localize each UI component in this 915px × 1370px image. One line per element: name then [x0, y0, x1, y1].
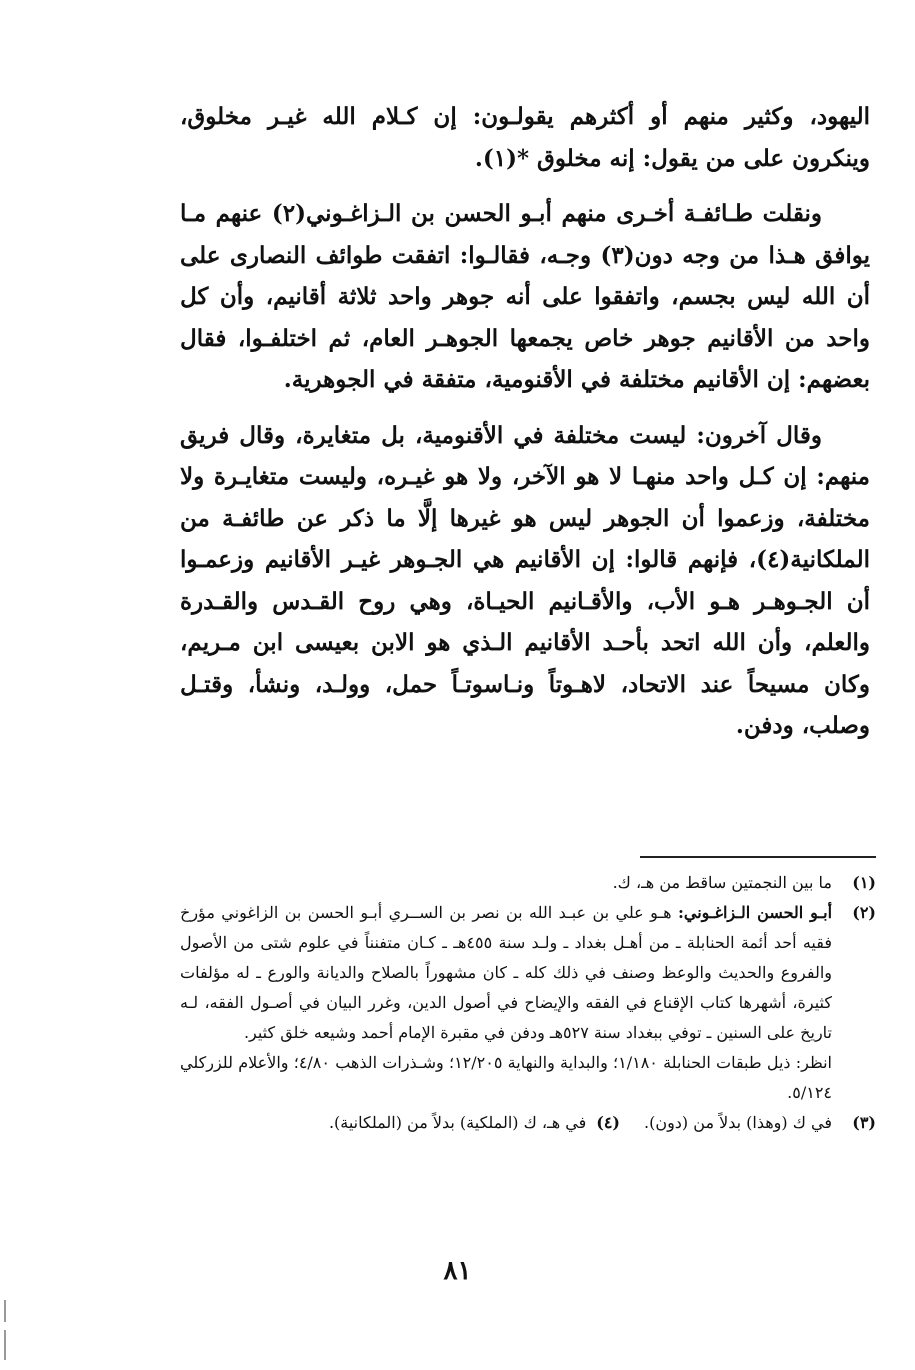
footnote-separator [640, 856, 876, 858]
footnote-number: (٤) [596, 1113, 620, 1132]
footnote-body [180, 1108, 832, 1138]
footnote-number: (٣) [852, 1113, 876, 1132]
biography-text: هـو علي بن عبـد الله بن نصر بن الســري أبـو الحسن بن الزاغوني مؤرخ فقيه أحد أئمة الحنابلة ـ من أهـل بغداد ـ ولـد سنة ٤٥٥هـ ـ كـان متفنناً في علوم شتى من الأصول والفروع والحديث والوعظ وصنف في ذلك كله ـ كان مشهوراً بالصلاح والديانة والورع ـ له مؤلفات كثيرة، أشهرها كتاب الإقناع في الفقه والإيضاح في أصول الدين، وغرر البيان في أصـول الفقه، لـه تاريخ على السنين ـ توفي ببغداد سنة ٥٢٧هـ ودفن في مقبرة الإمام أحمد وشيعه خلق كثير. [180, 903, 833, 1042]
footnote-4-text: في هـ، ك (الملكية) بدلاً من (الملكانية). [328, 1113, 587, 1132]
footnote-text: ما بين النجمتين ساقط من هـ، ك. [612, 873, 832, 892]
paragraph-3: وقال آخرون: ليست مختلفة في الأقنومية، بل متغايرة، وقال فريق منهم: إن كـل واحد منهـا لا هو الآخر، ولا هو غيـره، وليست متغايـرة ولا مختلفة، وزعموا أن الجوهر ليس هو غيرها إلَّا ما ذكر عن طائفـة من الملكانية(٤)، فإنهم قالوا: إن الأقانيم هي الجـوهر غيـر الأقانيم وزعمـوا أن الجـوهـر هـو الأب، والأقـانيم الحيـاة، وهي روح القـدس والقـدرة والعلم، وأن الله اتحد بأحـد الأقانيم الـذي هو الابن بعيسى ابن مـريم، وكان مسيحاً عند الاتحاد، لاهـوتاً ونـاسوتـاً حمل، وولـد، ونشأ، وقتـل وصلب، ودفن. [180, 421, 870, 739]
footnote-number: (١) [852, 873, 876, 892]
scan-edge-mark [4, 1330, 6, 1360]
paragraph-2: ونقلت طـائفـة أخـرى منهم أبـو الحسن بن الـزاغـوني(٢) عنهم مـا يوافق هـذا من وجه دون(٣) وجـه، فقالـوا: اتفقت طوائف النصارى على أن الله ليس بجسم، واتفقوا على أنه جوهر واحد ثلاثة أقانيم، وأن كل واحد من الأقانيم جوهر خاص يجمعها الجوهـر العام، ثم اختلفـوا، فقال بعضهم: إن الأقانيم مختلفة في الأقنومية، متفقة في الجوهرية. [180, 200, 870, 393]
biography-sources: انظر: ذيل طبقات الحنابلة ١/١٨٠؛ والبداية والنهاية ١٢/٢٠٥؛ وشـذرات الذهب ٤/٨٠؛ والأعلام للزركلي ٥/١٢٤. [180, 1053, 832, 1102]
footnote-2 [180, 898, 876, 1108]
footnotes [180, 868, 876, 1138]
biography-name: أبـو الحسن الـزاغـوني: [677, 903, 833, 922]
footnote-3-text: في ك (وهذا) بدلاً من (دون). [644, 1113, 832, 1132]
footnote-4 [329, 1108, 620, 1138]
footnote-body [180, 898, 832, 1108]
paragraph-1: اليهود، وكثير منهم أو أكثرهم يقولـون: إن كـلام الله غيـر مخلوق، وينكرون على من يقول: إنه مخلوق *(١). [180, 103, 870, 172]
page-number: ٨١ [443, 1256, 472, 1286]
scan-edge-mark [4, 1300, 6, 1322]
footnote-number: (٢) [852, 903, 876, 922]
main-text [180, 96, 870, 761]
footnote-3-4 [180, 1108, 876, 1138]
footnote-1 [180, 868, 876, 898]
